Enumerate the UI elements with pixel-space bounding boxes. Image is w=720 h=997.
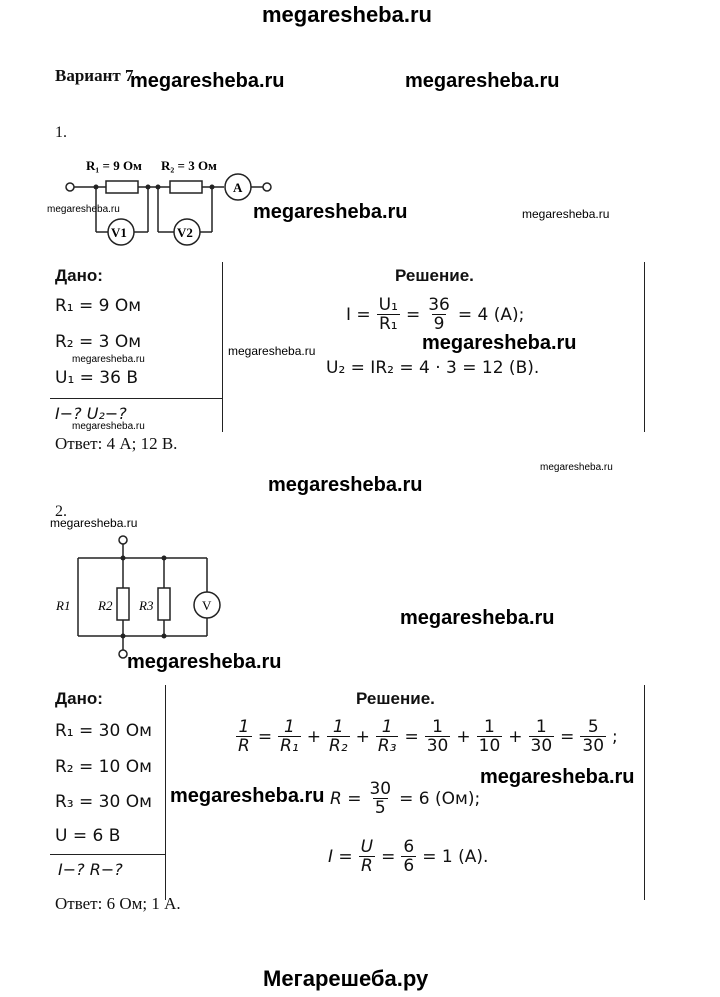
divider (222, 262, 223, 432)
divider (644, 685, 645, 900)
given-header-2: Дано: (55, 689, 103, 708)
divider (50, 398, 222, 399)
watermark: megaresheba.ru (540, 462, 613, 473)
r3-label: R3 (139, 598, 154, 613)
equation-1-2: U₂ = IR₂ = 4 · 3 = 12 (В). (326, 358, 540, 378)
problem2-number: 2. (55, 503, 67, 520)
given-item: R₂ = 3 Ом (55, 332, 142, 352)
watermark: megaresheba.ru (127, 651, 282, 673)
watermark: megaresheba.ru (405, 70, 560, 92)
watermark-top: megaresheba.ru (262, 2, 432, 27)
ammeter-label: A (233, 180, 243, 195)
watermark: megaresheba.ru (50, 516, 138, 530)
given-item: R₃ = 30 Ом (55, 792, 152, 812)
r1-label: R₁ = 9 Ом (86, 158, 142, 173)
v1-label: V1 (111, 225, 127, 240)
given-item: R₂ = 10 Ом (55, 757, 152, 777)
watermark: megaresheba.ru (422, 332, 577, 354)
equation-2-1: $\frac{1}{R}$ = $\frac{1}{\text{R₁}}$ + $\frac{1}{\text{R₂}}$ + $\frac{1}{\text{R₃}}$ = $\frac{1}{30}$ + $\frac{1}{10}$ + $\frac{1}{30}$ = $\frac{5}{30}$ ; (238, 717, 618, 756)
divider (644, 262, 645, 432)
equation-2-3: I = $\frac{U}{R}$ = $\frac{6}{6}$ = 1 (А). (328, 837, 489, 876)
solution-header-1: Решение. (395, 266, 474, 285)
watermark: megaresheba.ru (72, 354, 145, 365)
given-item: U = 6 В (55, 826, 121, 846)
given-item: R₁ = 9 Ом (55, 296, 142, 316)
solution-header-2: Решение. (356, 689, 435, 708)
watermark-bottom: Мегарешеба.ру (263, 966, 429, 991)
given-item: R₁ = 30 Ом (55, 721, 152, 741)
equation-2-2: R = $\frac{30}{5}$ = 6 (Ом); (330, 779, 481, 818)
watermark: megaresheba.ru (253, 201, 408, 223)
find-2: I−? R−? (58, 860, 123, 879)
watermark: megaresheba.ru (170, 785, 325, 807)
divider (165, 685, 166, 900)
v2-label: V2 (177, 225, 193, 240)
answer-2: Ответ: 6 Ом; 1 А. (55, 894, 181, 913)
voltmeter-label: V (202, 598, 212, 613)
watermark: megaresheba.ru (47, 204, 120, 215)
given-header-1: Дано: (55, 266, 103, 285)
given-item: U₁ = 36 В (55, 368, 139, 388)
problem1-number: 1. (55, 124, 67, 141)
watermark: megaresheba.ru (268, 474, 423, 496)
r2-label: R₂ = 3 Ом (161, 158, 217, 173)
watermark: megaresheba.ru (228, 344, 316, 358)
watermark: megaresheba.ru (480, 766, 635, 788)
watermark: megaresheba.ru (522, 207, 610, 221)
answer-1: Ответ: 4 А; 12 В. (55, 434, 178, 453)
watermark: megaresheba.ru (72, 421, 145, 432)
watermark: megaresheba.ru (130, 70, 285, 92)
variant-title: Вариант 7 (55, 66, 134, 85)
r1-label: R1 (56, 598, 71, 613)
divider (50, 854, 165, 855)
r2-label: R2 (98, 598, 113, 613)
equation-1-1: I = $\frac{\text{U₁}}{\text{R₁}}$ = $\frac{36}{9}$ = 4 (А); (346, 295, 525, 334)
find-1: I−? U₂−? (55, 404, 127, 423)
watermark: megaresheba.ru (400, 607, 555, 629)
